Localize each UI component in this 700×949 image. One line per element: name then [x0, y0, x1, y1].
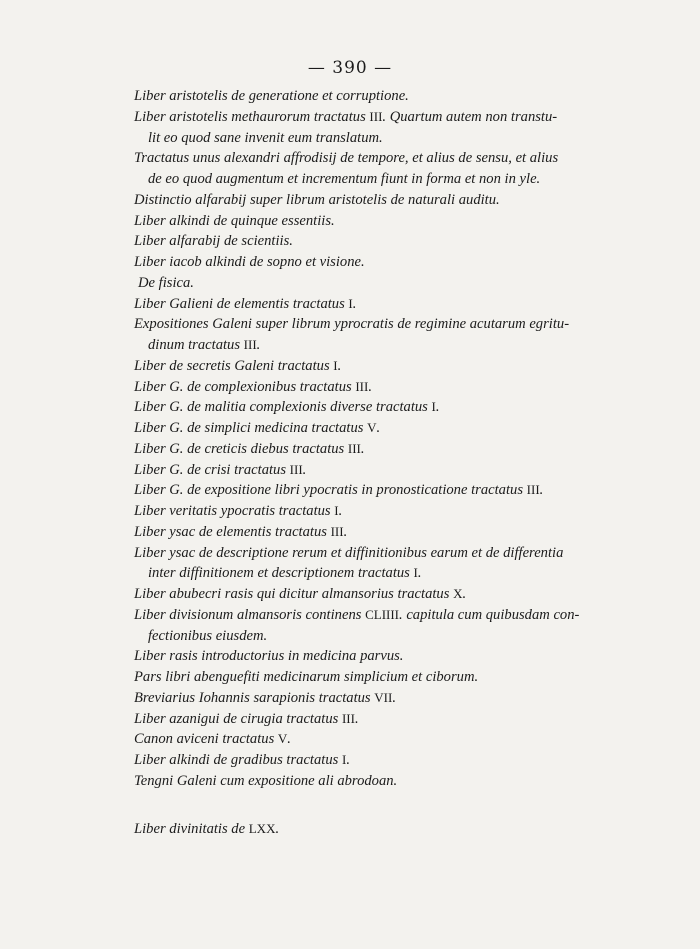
entry-line: Distinctio alfarabij super librum aristotelis de naturali auditu.	[134, 191, 500, 208]
entry-line: fectionibus eiusdem.	[148, 627, 268, 644]
entry-line: Pars libri abenguefiti medicinarum simplicium et ciborum.	[134, 669, 479, 685]
paragraph-gap	[134, 792, 644, 819]
entry-line: Liber G. de complexionibus tractatus III.	[134, 378, 372, 395]
entry-line: Liber G. de expositione libri ypocratis in pronosticatione tractatus III.	[134, 482, 544, 499]
section-heading: De fisica.	[138, 274, 194, 291]
entry-line: Liber aristotelis de generatione et corruptione.	[134, 88, 409, 104]
entry-line: Tractatus unus alexandri affrodisij de tempore, et alius de sensu, et alius	[134, 150, 559, 167]
entry-line: Liber rasis introductorius in medicina parvus.	[134, 648, 404, 665]
entry-line: Liber G. de creticis diebus tractatus III.	[134, 440, 365, 457]
entry-line: Liber G. de crisi tractatus III.	[134, 461, 307, 478]
entry-line: Liber alfarabij de scientiis.	[134, 233, 293, 250]
entry-line: Liber G. de malitia complexionis diverse tractatus I.	[134, 399, 440, 416]
entry-line: Liber Galieni de elementis tractatus I.	[134, 295, 357, 312]
entry-line: Canon aviceni tractatus V.	[134, 731, 291, 748]
entry-line: Liber divinitatis de LXX.	[134, 820, 280, 837]
entry-line: Expositiones Galeni super librum yprocratis de regimine acutarum egritu-	[134, 316, 570, 333]
entry-line: Liber alkindi de gradibus tractatus I.	[134, 752, 350, 768]
entry-line: Liber iacob alkindi de sopno et visione.	[134, 254, 365, 270]
entry-line: Liber veritatis ypocratis tractatus I.	[134, 503, 343, 519]
entry-line: Liber alkindi de quinque essentiis.	[134, 212, 335, 229]
page-number: — 390 —	[307, 58, 393, 78]
entry-line: Breviarius Iohannis sarapionis tractatus VII.	[134, 689, 396, 706]
entry-line: Liber azanigui de cirugia tractatus III.	[134, 710, 359, 727]
entry-line: Liber G. de simplici medicina tractatus V.	[134, 420, 381, 436]
entry-line: Liber abubecri rasis qui dicitur almansorius tractatus X.	[134, 586, 467, 602]
entry-line: Tengni Galeni cum expositione ali abrodoan.	[134, 772, 398, 789]
entry-line: de eo quod augmentum et incrementum fiunt in forma et non in yle.	[148, 171, 541, 187]
entry-line: Liber aristotelis methaurorum tractatus III. Quartum autem non transtu-	[134, 108, 558, 125]
entry-line: inter diffinitionem et descriptionem tractatus I.	[148, 565, 422, 582]
entry-line: Liber de secretis Galeni tractatus I.	[134, 357, 342, 374]
entry-line: dinum tractatus III.	[148, 337, 261, 353]
entry-line: Liber divisionum almansoris continens CLIIII. capitula cum quibusdam con-	[134, 606, 580, 623]
entry-line: Liber ysac de descriptione rerum et diffinitionibus earum et de differentia	[134, 544, 564, 561]
entry-line: lit eo quod sane invenit eum translatum.	[148, 129, 383, 146]
entry-line: Liber ysac de elementis tractatus III.	[134, 523, 348, 540]
catalog-entries	[134, 86, 644, 839]
